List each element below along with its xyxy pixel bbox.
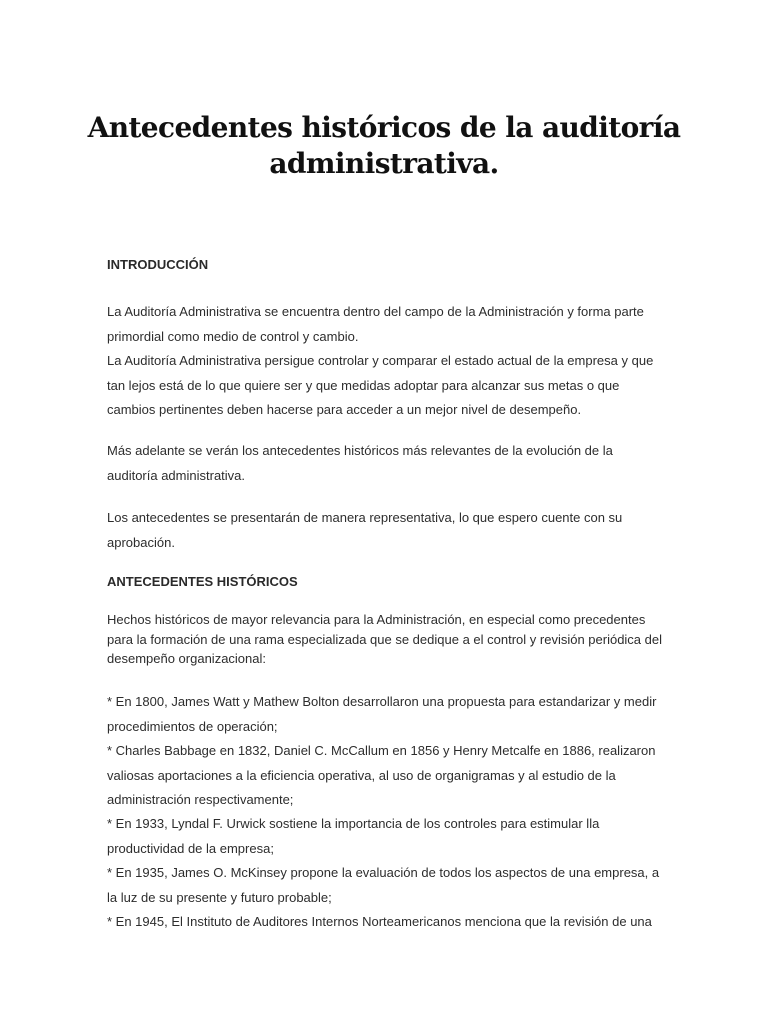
history-heading: ANTECEDENTES HISTÓRICOS — [107, 574, 298, 589]
intro-paragraph-3: Más adelante se verán los antecedentes históricos más relevantes de la evolución de la auditoría administrativa. — [107, 443, 613, 483]
history-item-4: * En 1935, James O. McKinsey propone la evaluación de todos los aspectos de una empresa, a la luz de su presente y futuro probable; — [107, 865, 660, 905]
history-item-1: * En 1800, James Watt y Mathew Bolton desarrollaron una propuesta para estandarizar y medir procedimientos de operación; — [107, 694, 657, 734]
history-item-3: * En 1933, Lyndal F. Urwick sostiene la importancia de los controles para estimular lla productividad de la empresa; — [107, 816, 600, 856]
intro-heading: INTRODUCCIÓN — [107, 257, 209, 272]
history-item-2: * Charles Babbage en 1832, Daniel C. McCallum en 1856 y Henry Metcalfe en 1886, realizaron valiosas aportaciones a la eficiencia operativa, al uso de organigramas y al estudio de la administración respectivamente; — [107, 743, 656, 807]
history-item-5: * En 1945, El Instituto de Auditores Internos Norteamericanos menciona que la revisión de una — [107, 914, 652, 929]
intro-paragraph-2: La Auditoría Administrativa persigue controlar y comparar el estado actual de la empresa y que tan lejos está de lo que quiere ser y que medidas adoptar para alcanzar sus metas o que cambios pertinentes deben hacerse para acceder a un mejor nivel de desempeño. — [107, 353, 654, 417]
history-intro-paragraph: Hechos históricos de mayor relevancia para la Administración, en especial como precedentes para la formación de una rama especializada que se dedique a el control y revisión periódica del desempeño organizacional: — [107, 612, 663, 666]
intro-paragraph-1: La Auditoría Administrativa se encuentra dentro del campo de la Administración y forma parte primordial como medio de control y cambio. — [107, 304, 644, 344]
document-title: Antecedentes históricos de la auditoría administrativa. — [87, 111, 681, 180]
intro-paragraph-4: Los antecedentes se presentarán de manera representativa, lo que espero cuente con su aprobación. — [107, 510, 623, 550]
